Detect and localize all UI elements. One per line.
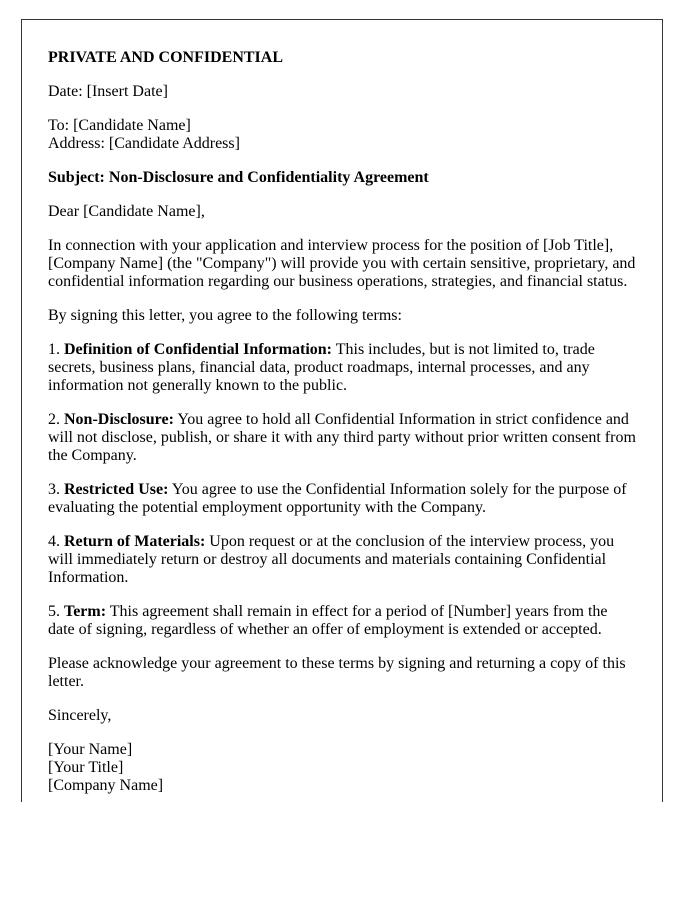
term-number: 3. xyxy=(48,481,60,498)
date-line: Date: [Insert Date] xyxy=(48,83,168,100)
signature-name: [Your Name] xyxy=(48,741,133,758)
subject-line: Subject: Non-Disclosure and Confidentiality Agreement xyxy=(48,169,429,186)
term-title: Restricted Use: xyxy=(64,481,169,498)
salutation: Dear [Candidate Name], xyxy=(48,203,205,220)
term-paragraph-4 xyxy=(48,533,636,587)
term-paragraph-2 xyxy=(48,411,636,465)
term-body: You agree to hold all Confidential Information in strict confidence and will not disclose, publish, or share it with any third party without prior written consent from the Company. xyxy=(48,411,636,464)
term-title: Return of Materials: xyxy=(64,533,206,550)
term-body: This agreement shall remain in effect for a period of [Number] years from the date of signing, regardless of whether an offer of employment is extended or accepted. xyxy=(48,603,608,638)
signature-title: [Your Title] xyxy=(48,759,124,776)
term-number: 5. xyxy=(48,603,60,620)
term-paragraph-1 xyxy=(48,341,636,395)
term-paragraph-5 xyxy=(48,603,636,639)
term-body: Upon request or at the conclusion of the interview process, you will immediately return or destroy all documents and materials containing Confidential Information. xyxy=(48,533,615,586)
term-body: This includes, but is not limited to, trade secrets, business plans, financial data, product roadmaps, internal processes, and any information not generally known to the public. xyxy=(48,341,595,394)
recipient-block xyxy=(48,117,636,153)
term-body: You agree to use the Confidential Information solely for the purpose of evaluating the potential employment opportunity with the Company. xyxy=(48,481,627,516)
letter-heading: PRIVATE AND CONFIDENTIAL xyxy=(48,49,283,66)
term-number: 4. xyxy=(48,533,60,550)
terms-intro: By signing this letter, you agree to the following terms: xyxy=(48,307,402,324)
letter-document xyxy=(21,19,663,802)
term-title: Term: xyxy=(64,603,107,620)
address-line: Address: [Candidate Address] xyxy=(48,135,240,152)
term-paragraph-3 xyxy=(48,481,636,517)
intro-paragraph: In connection with your application and interview process for the position of [Job Title], [Company Name] (the "Company") will provide you with certain sensitive, proprietary, and confidential information regarding our business operations, strategies, and financial status. xyxy=(48,237,636,290)
signature-company: [Company Name] xyxy=(48,777,164,794)
term-number: 1. xyxy=(48,341,60,358)
term-number: 2. xyxy=(48,411,60,428)
closing-request: Please acknowledge your agreement to these terms by signing and returning a copy of this letter. xyxy=(48,655,626,690)
term-title: Non-Disclosure: xyxy=(64,411,174,428)
signoff: Sincerely, xyxy=(48,707,112,724)
term-title: Definition of Confidential Information: xyxy=(64,341,332,358)
to-line: To: [Candidate Name] xyxy=(48,117,191,134)
signature-block xyxy=(48,741,636,795)
